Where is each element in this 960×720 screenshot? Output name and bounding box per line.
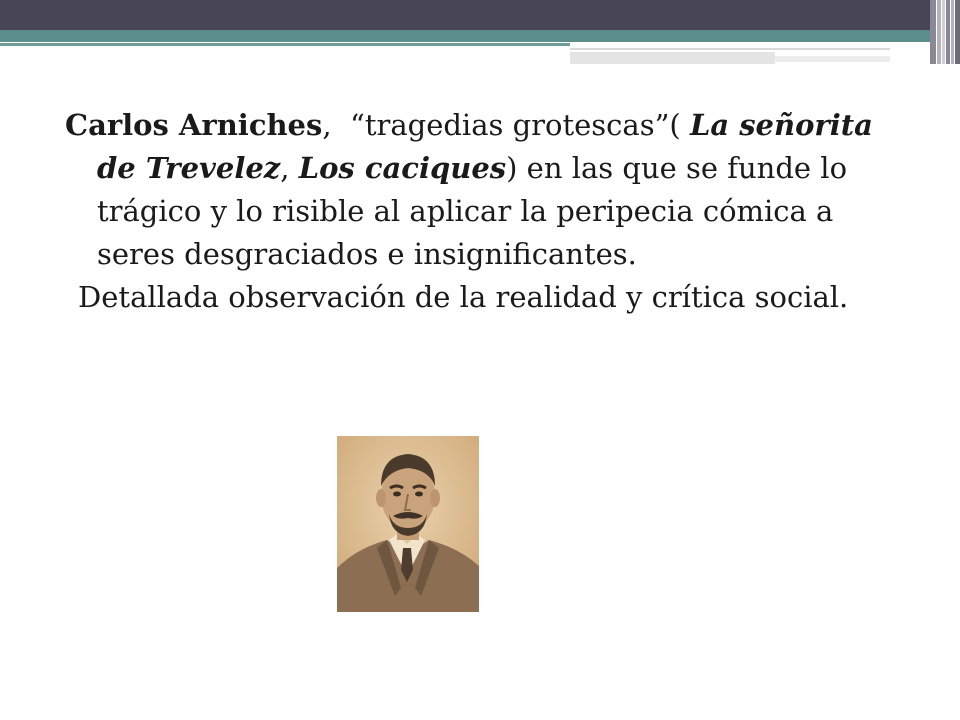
header-vertical-stripe xyxy=(955,0,960,64)
header-band-dark xyxy=(0,0,930,30)
header-vertical-stripe xyxy=(930,0,936,64)
header-band-teal xyxy=(0,30,930,42)
work-title-trevelez: La señorita de Trevelez xyxy=(97,108,873,185)
comma: , xyxy=(322,108,332,142)
header-block-gray xyxy=(570,52,775,64)
header-vertical-stripe xyxy=(937,0,941,64)
header-line-teal xyxy=(0,43,570,46)
header-vertical-stripe xyxy=(946,0,950,64)
header-line-light xyxy=(570,48,890,50)
sepia-portrait xyxy=(337,436,479,612)
paragraph-observation: Detallada observación de la realidad y crítica social. xyxy=(78,280,849,314)
portrait-photo-icon xyxy=(337,436,479,612)
paragraph-rest: ) en las que se funde lo trágico y lo risible al aplicar la peripecia cómica a seres desgraciados e insignificantes. xyxy=(97,151,848,271)
header-vertical-stripe xyxy=(942,0,945,64)
slide-body xyxy=(65,104,885,319)
header-block-gray-2 xyxy=(775,56,890,62)
paragraph-arniches xyxy=(65,104,885,276)
genre-quote: “tragedias grotescas”( xyxy=(331,108,690,142)
author-name: Carlos Arniches xyxy=(65,108,323,142)
header-vertical-stripe xyxy=(951,0,954,64)
comma-separator: , xyxy=(280,151,299,185)
work-title-caciques: Los caciques xyxy=(298,151,507,185)
